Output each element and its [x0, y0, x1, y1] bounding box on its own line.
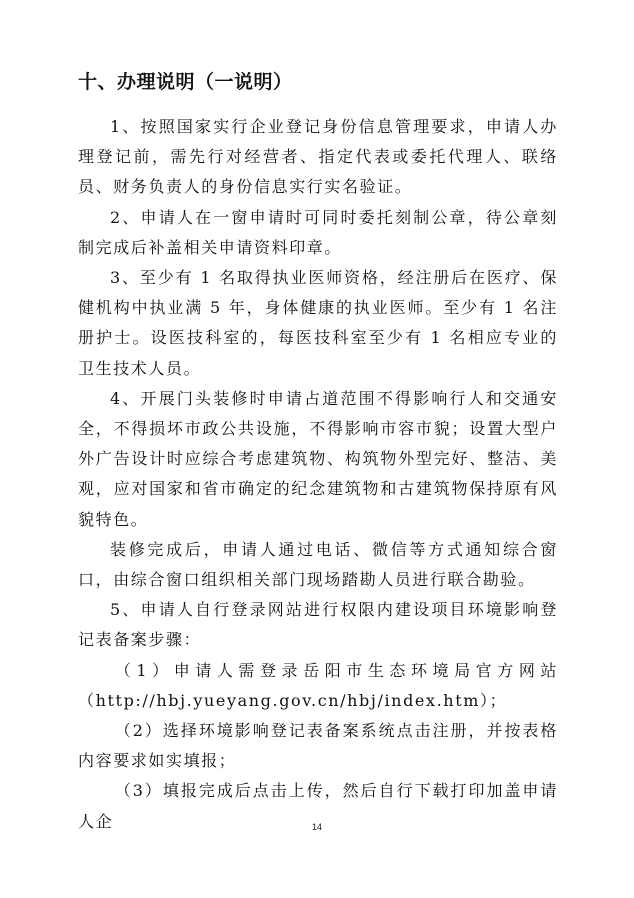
body-text: [78, 112, 558, 837]
paragraph-medical-staff: 3、至少有 1 名取得执业医师资格，经注册后在医疗、保健机构中执业满 5 年，身体健康的执业医师。至少有 1 名注册护士。设医技科室的，每医技科室至少有 1 名相应专业的卫生技术人员。: [78, 268, 558, 378]
paragraph-environmental-filing: 5、申请人自行登录网站进行权限内建设项目环境影响登记表备案步骤：: [78, 600, 558, 650]
paragraph-storefront-renovation: 4、开展门头装修时申请占道范围不得影响行人和交通安全，不得损坏市政公共设施，不得影响市容市貌；设置大型户外广告设计时应综合考虑建筑物、构筑物外型完好、整洁、美观，应对国家和省市确定的纪念建筑物和古建筑物保持原有风貌特色。: [78, 388, 558, 529]
paragraph-joint-inspection: 装修完成后，申请人通过电话、微信等方式通知综合窗口，由综合窗口组织相关部门现场踏勘人员进行联合勘验。: [78, 539, 558, 590]
paragraph-step-2-register: （2）选择环境影响登记表备案系统点击注册，并按表格内容要求如实填报；: [78, 721, 558, 771]
paragraph-step-1-login: （1）申请人需登录岳阳市生态环境局官方网站（http://hbj.yueyang.gov.cn/hbj/index.htm）；: [78, 660, 558, 710]
paragraph-step-3-upload: （3）填报完成后点击上传，然后自行下载打印加盖申请人企: [78, 781, 558, 831]
page-number: 14: [311, 822, 322, 832]
paragraph-identity-verification: 1、按照国家实行企业登记身份信息管理要求，申请人办理登记前，需先行对经营者、指定代表或委托代理人、联络员、财务负责人的身份信息实行实名验证。: [78, 117, 558, 197]
paragraph-official-seal: 2、申请人在一窗申请时可同时委托刻制公章，待公章刻制完成后补盖相关申请资料印章。: [78, 207, 558, 257]
section-heading: 十、办理说明（一说明）: [78, 71, 293, 93]
